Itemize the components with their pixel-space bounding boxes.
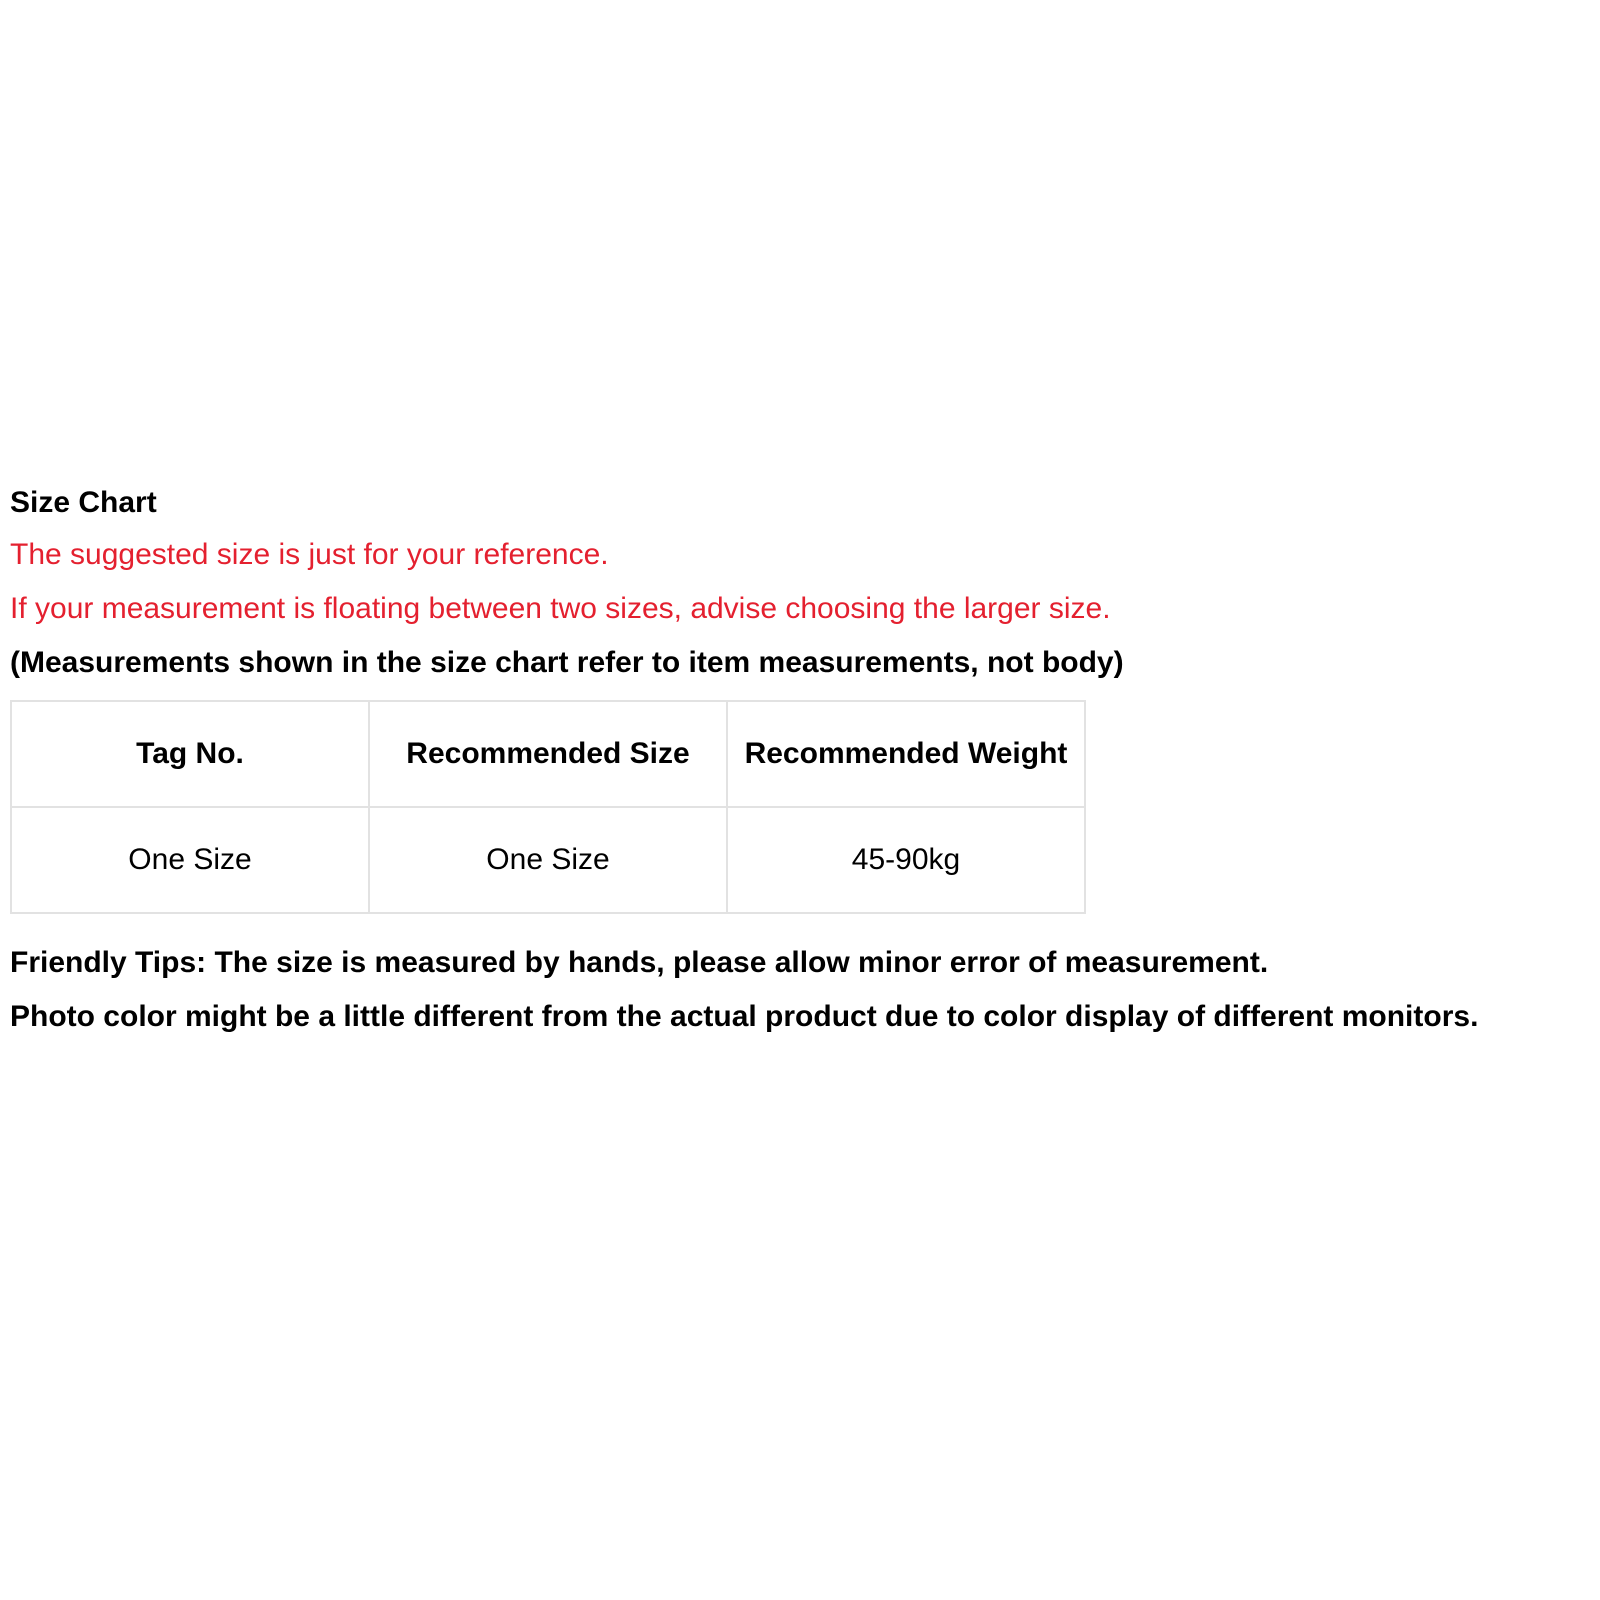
cell-recommended-size: One Size bbox=[369, 807, 727, 913]
size-chart-section bbox=[10, 482, 1595, 1044]
photo-color-note: Photo color might be a little different from the actual product due to color display of different monitors. bbox=[10, 1000, 1479, 1033]
measurement-disclaimer: (Measurements shown in the size chart refer to item measurements, not body) bbox=[10, 646, 1124, 679]
size-chart-title: Size Chart bbox=[10, 486, 157, 519]
larger-size-advice: If your measurement is floating between two sizes, advise choosing the larger size. bbox=[10, 592, 1111, 625]
header-tag-no: Tag No. bbox=[11, 701, 369, 807]
cell-recommended-weight: 45-90kg bbox=[727, 807, 1085, 913]
size-table bbox=[10, 700, 1086, 914]
reference-note: The suggested size is just for your reference. bbox=[10, 538, 609, 571]
header-recommended-size: Recommended Size bbox=[369, 701, 727, 807]
table-row bbox=[11, 807, 1085, 913]
cell-tag-no: One Size bbox=[11, 807, 369, 913]
friendly-tips: Friendly Tips: The size is measured by hands, please allow minor error of measurement. bbox=[10, 946, 1269, 979]
header-recommended-weight: Recommended Weight bbox=[727, 701, 1085, 807]
table-header-row bbox=[11, 701, 1085, 807]
